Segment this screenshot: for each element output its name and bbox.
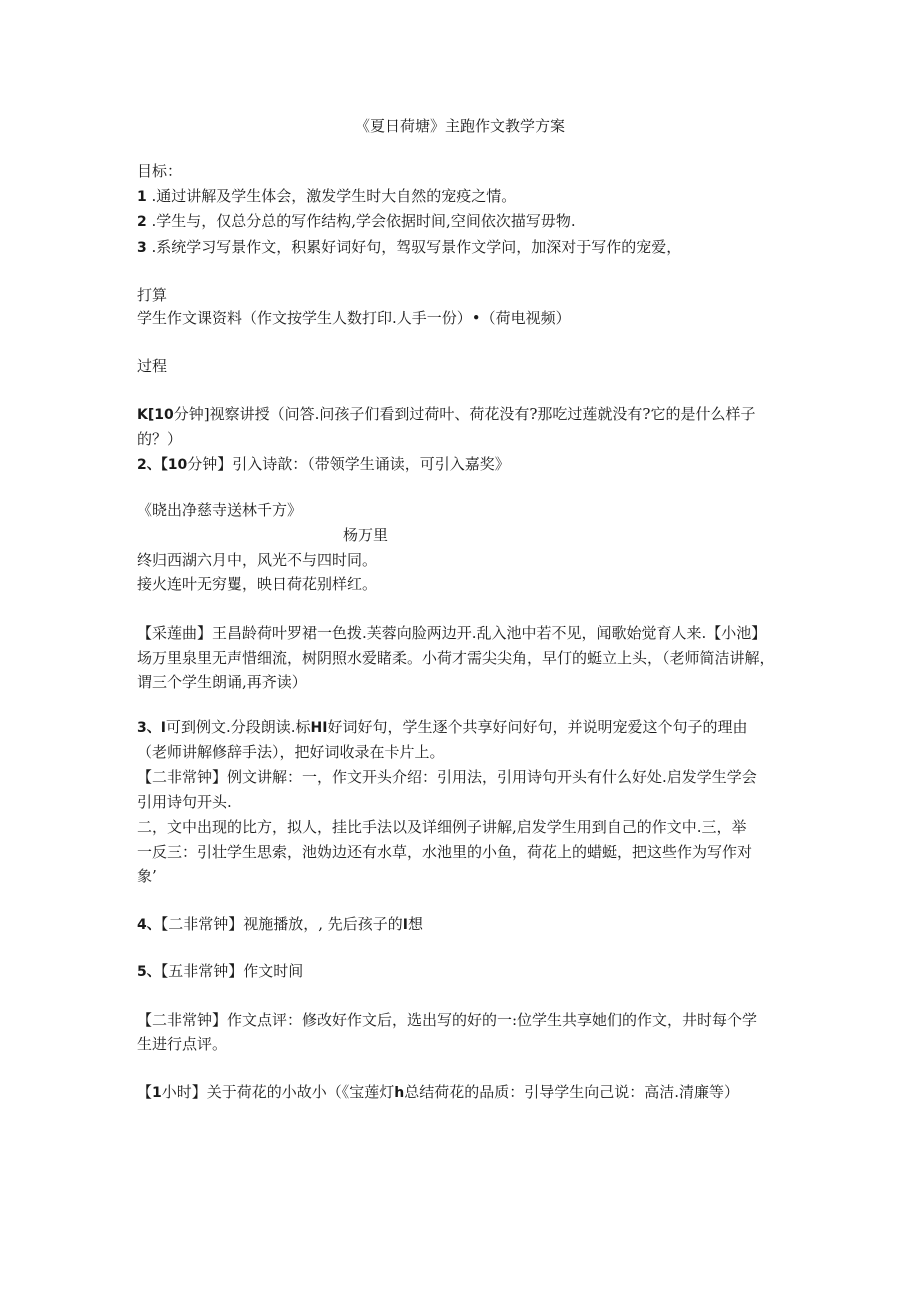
plan-heading: 打算: [137, 286, 168, 304]
step-3-line-1: [137, 716, 747, 739]
step-4-line: [137, 913, 423, 936]
step-3-text-a: 可到例文.分段朗读.标: [165, 718, 311, 736]
process-heading: 过程: [137, 357, 168, 375]
plan-text: 学生作文课资料（作文按学生人数打印.人手一份）•（荷电视频）: [137, 309, 571, 327]
step-5-prefix: 5、: [137, 964, 161, 980]
goal-item-3: [137, 236, 681, 259]
review-line-1: 【二非常钟】作文点评：修改好作文后，选出写的好的一:位学生共享她们的作文，井时每个学: [137, 1011, 758, 1029]
step-4-prefix: 4、: [137, 917, 161, 933]
step-3-prefix: 3、I: [137, 720, 166, 736]
step-1-prefix: K[10: [137, 407, 174, 423]
goal-item-1: [137, 185, 516, 208]
step-2-text: 分钟】引入诗歆：（带领学生诵读，可引入嘉奖》: [187, 455, 510, 473]
step-3-text-b: HI: [310, 720, 328, 736]
poem-line-2: 接火连叶无穷矍，映日荷花别样红。: [137, 575, 378, 593]
review-line-2: 生进行点评。: [137, 1035, 228, 1053]
step-3-line-4: 引用诗句开头.: [137, 793, 232, 811]
step-4-text-1: 【二非常钟】视施播放，, 先后孩子的: [160, 915, 403, 933]
step-5-line: [137, 960, 303, 983]
step-3-line-5: 二，文中出现的比方，拟人，挂比手法以及详细例子讲解,启发学生用到自己的作文中.三，举: [137, 818, 747, 836]
document-title: 《夏日荷塘》主跑作文教学方案: [354, 117, 565, 135]
step-3-line-2: （老师讲解修辞手法），把好词收录在卡片上。: [137, 743, 445, 761]
goal-text: .系统学习写景作文，积累好词好句，驾驭写景作文学问，加深对于写作的宠爱，: [146, 238, 682, 256]
goal-number: 1: [137, 189, 147, 205]
story-text-a: 【: [137, 1083, 153, 1101]
step-4-text-2: 想: [408, 915, 424, 933]
story-text-e: 总结荷花的品质：引导学生向己说：高洁.清廉等）: [404, 1083, 740, 1101]
goal-text: .学生与，仅总分总的写作结构,学会依据时间,空间依次描写毋物.: [146, 212, 576, 230]
step-4-bold: I: [402, 917, 409, 933]
poem-line-1: 终归西湖六月中，风光不与四时同。: [137, 551, 378, 569]
step-2-line: [137, 453, 510, 476]
story-text-b: 1: [152, 1085, 162, 1101]
goal-number: 3: [137, 240, 147, 256]
poem-title: 《晓出净慈寺送林千方》: [137, 501, 303, 519]
step-3-line-7: 象’: [137, 867, 157, 885]
goals-heading: 目标：: [137, 162, 183, 180]
goal-text: .通过讲解及学生体会，激发学生时大自然的宠疫之情。: [146, 187, 517, 205]
story-line: [137, 1081, 739, 1104]
step-1-text: 分钟]视察讲授（问答.问孩子们看到过荷叶、荷花没有?那吃过莲就没有?它的是什么样子: [173, 405, 756, 423]
goal-item-2: [137, 210, 576, 233]
step-1-line-2: 的？）: [137, 430, 183, 448]
step-3-text-c: 好词好句，学生逐个共享好问好句，并说明宠爱这个句子的理由: [327, 718, 748, 736]
step-3-line-3: 【二非常钟】例文讲解：一，作文开头介绍：引用法，引用诗句开头有什么好处.启发学生学会: [137, 768, 757, 786]
goal-number: 2: [137, 214, 147, 230]
poem-author: 杨万里: [343, 526, 389, 544]
step-2-prefix: 2、【10: [137, 457, 188, 473]
poems-para-line-3: 谓三个学生朗诵,再齐读）: [137, 673, 307, 691]
step-5-text: 【五非常钟】作文时间: [160, 962, 304, 980]
story-text-d: h: [394, 1085, 405, 1101]
story-text-c: 小时】关于荷花的小故小（《宝莲灯: [161, 1083, 395, 1101]
step-1-line-1: [137, 403, 755, 426]
poems-para-line-2: 场万里泉里无声惜细流，树阴照水爱睹柔。小荷才需尖尖角，早仃的蜓立上头，（老师简洁讲解，: [137, 649, 775, 667]
poems-para-line-1: 【采莲曲】王昌龄荷叶罗裙一色拨.芙蓉向脸两边开.乱入池中若不见，闻歌始觉育人来.【小池】: [137, 624, 767, 642]
step-3-line-6: 一反三：引壮学生思索，池妫边还有水草，水池里的小鱼，荷花上的蜡蜓，把这些作为写作对: [137, 843, 753, 861]
